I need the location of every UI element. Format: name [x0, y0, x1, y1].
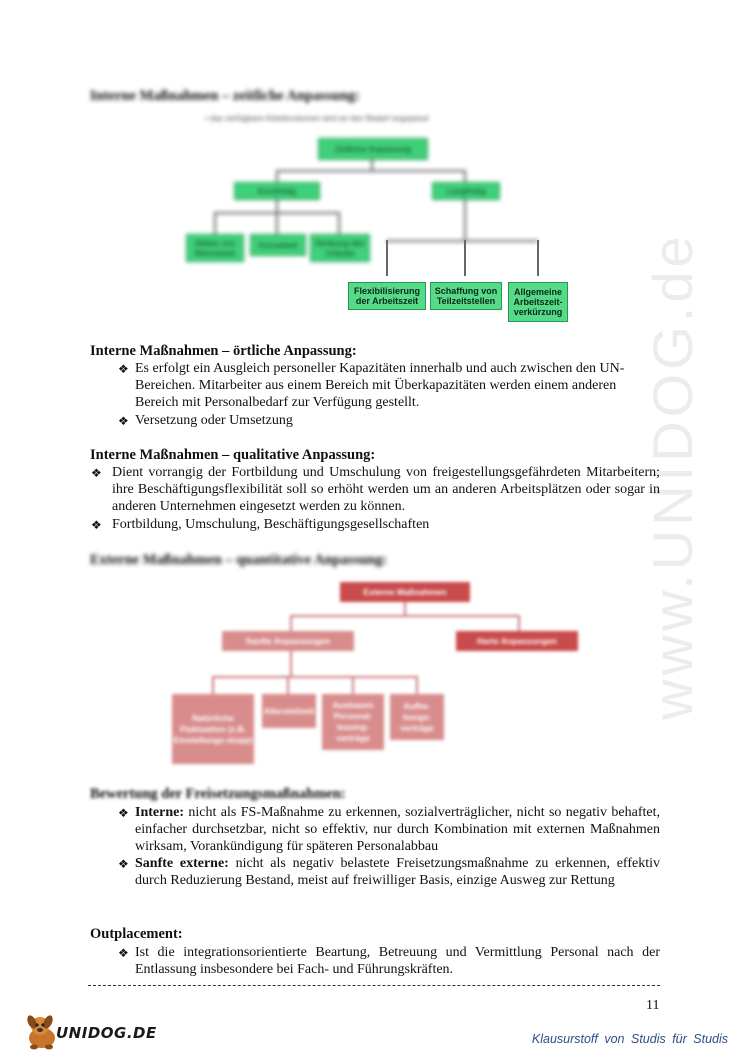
bullet-icon: ❖	[91, 518, 102, 532]
bullet-text: Versetzung oder Umsetzung	[135, 413, 293, 428]
bullet-icon: ❖	[118, 414, 129, 428]
diagram-leaf-flexibilisierung: Flexibilisierung der Arbeitszeit	[348, 282, 426, 310]
connector	[386, 240, 388, 276]
connector	[212, 676, 418, 678]
section-heading-oertlich: Interne Maßnahmen – örtliche Anpassung:	[90, 343, 357, 359]
bullet-body: nicht als negativ belastete Freisetzungsmaßnahme zu erkennen, effektiv durch Reduzierung Bestand, meist auf freiwilliger Basis, einzige Ausweg zur Rettung	[135, 856, 660, 888]
connector	[386, 240, 538, 242]
diagram-leaf: Kurzarbeit	[250, 234, 306, 256]
connector	[212, 676, 214, 694]
connector	[290, 651, 292, 677]
bullet-text: Dient vorrangig der Fortbildung und Umschulung von freigestellungsgefährdeten Mitarbeitern; ihre Beschäftigungsflexibilität soll so erhöht werden um an anderen Arbeitsplätzen oder sogar in anderen Unternehmen eingesetzt werden zu können.	[112, 465, 660, 514]
connector	[276, 170, 278, 182]
connector	[404, 602, 406, 616]
bullet-text: Es erfolgt ein Ausgleich personeller Kapazitäten innerhalb und auch zwischen den UN-Bereichen. Mitarbeiter aus einem Bereich mit Überkapazitäten werden einem anderen Bereich mit Personalbedarf zur Verfügung gestellt.	[135, 361, 625, 410]
diagram-root: Zeitliche Anpassung	[318, 138, 428, 160]
diagram-leaf: Ausbauen Personal-leasing-verträge	[322, 694, 384, 750]
bullet-text: Fortbildung, Umschulung, Beschäftigungsgesellschaften	[112, 517, 430, 532]
bullet-icon: ❖	[118, 806, 129, 820]
connector	[464, 198, 466, 242]
bullet-icon: ❖	[91, 466, 102, 480]
bullet-icon: ❖	[118, 857, 129, 871]
connector	[464, 170, 466, 182]
connector	[276, 212, 278, 234]
section-heading-zeitlich: Interne Maßnahmen – zeitliche Anpassung:	[90, 88, 360, 104]
connector	[287, 676, 289, 694]
diagram-node-harte: Harte Anpassungen	[456, 631, 578, 651]
bullet-body: nicht als FS-Maßnahme zu erkennen, sozialverträglicher, nicht so negativ behaftet, einfacher durchsetzbar, nicht so effektiv, nur durch Kombination mit externen Maßnahmen wirksam, Vorankündigung für späteren Personalabbau	[135, 805, 660, 854]
logo-text: UNIDOG.DE	[56, 1024, 157, 1042]
connector	[518, 615, 520, 631]
connector	[276, 170, 466, 172]
connector	[371, 158, 373, 170]
connector	[352, 676, 354, 694]
connector	[537, 240, 539, 276]
connector	[416, 676, 418, 694]
bullet-text-interne	[135, 804, 660, 855]
page-number: 11	[646, 998, 660, 1013]
watermark: www.UNIDOG.de	[641, 232, 704, 720]
connector	[276, 198, 278, 212]
footer-divider	[88, 985, 660, 986]
diagram-leaf: Aufhe-bungs-verträge	[390, 694, 444, 740]
bullet-text-sanfte	[135, 855, 660, 889]
diagram-leaf: Natürliche Fluktuation (z.B. Einstellungs-stopp)	[172, 694, 254, 764]
section-heading-bewertung: Bewertung der Freisetzungsmaßnahmen:	[90, 786, 346, 802]
bullet-label: Sanfte externe:	[135, 856, 229, 871]
diagram-node-sanfte: Sanfte Anpassungen	[222, 631, 354, 651]
diagram-leaf: Altersteilzeit	[262, 694, 316, 728]
footer-tagline: Klausurstoff von Studis für Studis	[531, 1032, 728, 1046]
connector	[464, 240, 466, 276]
diagram-subtitle: • das verfügbare Arbeitsvolumen wird an den Bedarf angepasst	[205, 114, 429, 123]
diagram-leaf: Senkung des Urlaubs	[310, 234, 370, 262]
bullet-label: Interne:	[135, 805, 184, 820]
bullet-icon: ❖	[118, 946, 129, 960]
section-heading-extern: Externe Maßnahmen – quantitative Anpassung:	[90, 552, 388, 568]
bullet-text: Ist die integrationsorientierte Beartung, Betreuung und Vermittlung Personal nach der Entlassung insbesondere bei Fach- und Führungskräften.	[135, 945, 660, 977]
diagram-leaf: Abbau von Mehrarbeit	[186, 234, 244, 262]
diagram-node-kurzfristig: Kurzfristig	[234, 182, 320, 200]
diagram-leaf-teilzeit: Schaffung von Teilzeitstellen	[430, 282, 502, 310]
section-heading-outplacement: Outplacement:	[90, 926, 183, 942]
connector	[290, 615, 520, 617]
connector	[214, 212, 216, 234]
bullet-icon: ❖	[118, 362, 129, 376]
unidog-logo	[22, 1014, 157, 1050]
diagram-leaf-arbeitszeitverkuerzung: Allgemeine Arbeitszeit-verkürzung	[508, 282, 568, 322]
connector	[338, 212, 340, 234]
diagram-node-langfristig: Langfristig	[432, 182, 500, 200]
section-heading-qualitativ: Interne Maßnahmen – qualitative Anpassung:	[90, 447, 376, 463]
diagram-root: Externe Maßnahmen	[340, 582, 470, 602]
connector	[290, 615, 292, 631]
